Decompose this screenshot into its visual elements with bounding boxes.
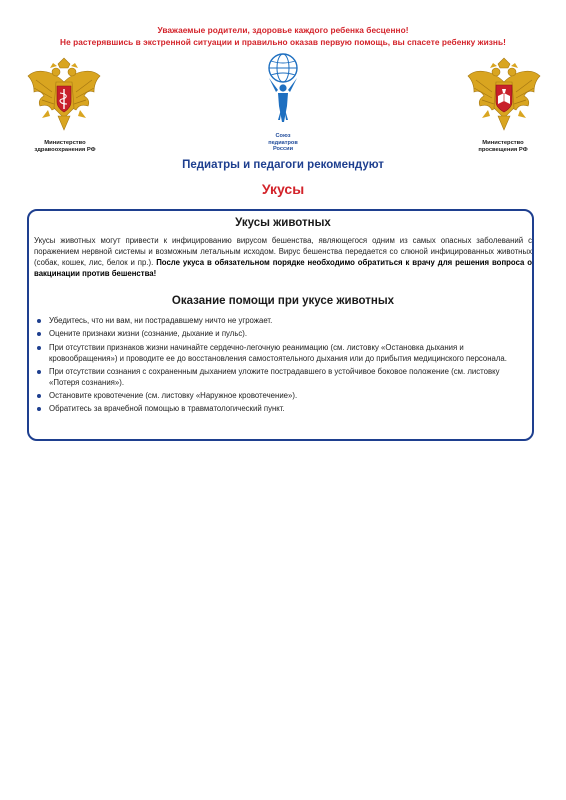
list-item-text: Оцените признаки жизни (сознание, дыхание и пульс). [49,329,248,339]
bullet-icon [37,332,41,336]
list-item [34,343,532,365]
ministry-health-caption-line-2: здравоохранения РФ [34,147,96,153]
ministry-health-emblem-icon [22,52,106,136]
list-item-text: При отсутствии сознания с сохраненным дыханием уложите пострадавшего в устойчивое боковое положение (см. листовку «Потеря сознания»). [49,366,500,387]
page-title: Укусы [261,181,305,197]
ministry-education-emblem-icon [462,52,546,136]
intro-warning: После укуса в обязательном порядке необходимо обратиться к врачу для решения вопроса о вакцинации против бешенства! [34,257,533,278]
list-item-text: Обратитесь за врачебной помощью в травматологический пункт. [49,404,285,414]
intro-text: Укусы животных могут привести к инфицированию вирусом бешенства, являющегося одним из самых опасных заболеваний с поражением нервной системы и возможным летальным исходом. Вирус бешенства передается со слюной инфицированных животных (собак, кошек, лис, белок и пр.). [34,236,532,267]
header-line-1: Уважаемые родители, здоровье каждого ребенка бесценно! [157,25,409,35]
bullet-icon [37,319,41,323]
ministry-education-caption-line-1: Министерство [482,140,524,146]
list-item [34,404,532,415]
list-item [34,391,532,402]
intro-paragraph [34,236,532,280]
list-item [34,367,532,389]
pediatric-union-caption-line-2: педиатров [268,139,298,146]
ministry-education-caption-line-2: просвещения РФ [478,147,528,153]
ministry-health-caption [10,140,120,154]
list-item [34,329,532,340]
bullet-icon [37,370,41,374]
page-headline: Педиатры и педагоги рекомендуют [182,159,384,171]
pediatric-union-caption [248,133,318,153]
pediatric-union-caption-line-3: России [272,146,294,152]
list-item-text: При отсутствии признаков жизни начинайте сердечно-легочную реанимацию (см. листовку «Остановка дыхания и кровообращения») и проводите ее до восстановления самостоятельного дыхания или до прибытия медицинского персонала. [49,342,507,363]
bullet-icon [37,394,41,398]
pediatric-union-logo-icon [256,50,310,132]
header-line-2: Не растерявшись в экстренной ситуации и правильно оказав первую помощь, вы спасете ребенку жизнь! [60,37,506,47]
ministry-health-caption-line-1: Министерство [44,140,86,146]
ministry-education-caption [448,140,558,154]
help-section-title: Оказание помощи при укусе животных [171,295,395,307]
list-item-text: Остановите кровотечение (см. листовку «Наружное кровотечение»). [49,391,298,400]
list-item [34,316,532,327]
panel-title: Укусы животных [235,217,331,229]
pediatric-union-caption-line-1: Союз [275,133,291,139]
help-steps-list [34,316,532,418]
list-item-text: Убедитесь, что ни вам, ни пострадавшему ничто не угрожает. [49,316,273,325]
bullet-icon [37,407,41,411]
bullet-icon [37,346,41,350]
